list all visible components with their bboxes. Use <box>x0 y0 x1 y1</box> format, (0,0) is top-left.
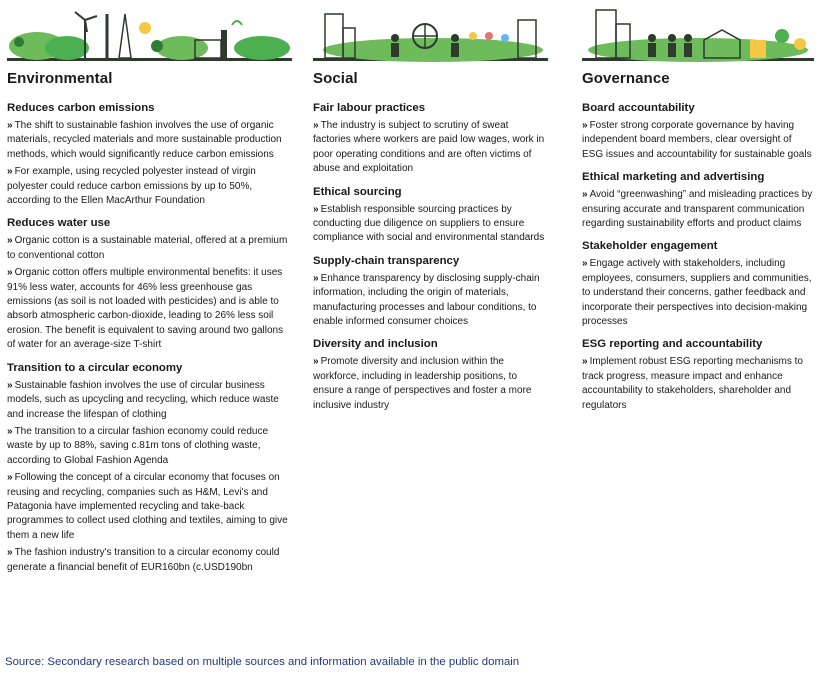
governance-illustration-icon <box>582 0 814 62</box>
bullet-text: Organic cotton is a sustainable material, offered at a premium to conventional cotton <box>7 235 288 261</box>
section-title: Diversity and inclusion <box>313 338 438 351</box>
source-note: Source: Secondary research based on multiple sources and information available in the public domain <box>5 656 520 668</box>
bullet-text: The industry is subject to scrutiny of sweat factories where workers are paid low wages, work in poor operating conditions and are often victims of abuse and exploitation <box>313 120 545 175</box>
bullet-item <box>7 266 292 352</box>
bullet-marker: » <box>582 120 588 131</box>
section-esg-reporting <box>582 338 814 413</box>
bullet-marker: » <box>7 166 13 178</box>
section-board-accountability <box>582 102 814 162</box>
section-title: Supply-chain transparency <box>313 254 460 267</box>
bullet-marker: » <box>7 267 13 279</box>
column-title: Social <box>313 70 358 87</box>
bullet-item <box>582 257 814 329</box>
section-ethical-marketing <box>582 171 814 231</box>
bullet-marker: » <box>7 120 13 131</box>
section-title: Board accountability <box>582 102 695 114</box>
section-title: Reduces carbon emissions <box>7 102 155 114</box>
bullet-text: Following the concept of a circular economy that focuses on reusing and recycling, companies such as H&M, Levi's and Patagonia have implemented recycling and take-back programmes to collect used clothing and textiles, aiming to give them a new life <box>7 472 288 541</box>
bullet-item <box>313 355 548 413</box>
bullet-text: Establish responsible sourcing practices by conducting due diligence on suppliers to ensure compliance with social and environmental standards <box>313 203 545 244</box>
section-fair-labour-practices <box>313 102 548 177</box>
section-title: ESG reporting and accountability <box>582 338 763 351</box>
environment-illustration-icon <box>7 0 292 62</box>
bullet-text: The transition to a circular fashion economy could reduce waste by up to 88%, saving c.81m tons of clothing waste, according to Global Fashion Agenda <box>7 425 269 466</box>
bullet-item <box>313 119 548 177</box>
section-reduces-water-use <box>7 217 292 352</box>
section-title: Fair labour practices <box>313 102 426 114</box>
section-stakeholder-engagement <box>582 240 814 329</box>
bullet-item <box>7 379 292 422</box>
bullet-item <box>582 188 814 231</box>
bullet-text: Sustainable fashion involves the use of circular business models, such as upcycling and recycling, which reduce waste and increase the lifespan of clothing <box>7 379 279 420</box>
social-illustration-icon <box>313 0 548 62</box>
bullet-item <box>7 234 292 263</box>
bullet-text: For example, using recycled polyester instead of virgin polyester could reduce carbon emissions by up to 50%, according to the Ellen MacArthur Foundation <box>7 166 256 207</box>
bullet-item <box>7 471 292 543</box>
bullet-text: Avoid “greenwashing” and misleading practices by ensuring accurate and transparent communication regarding sustainability efforts and product claims <box>582 189 813 230</box>
bullet-marker: » <box>7 235 13 247</box>
bullet-text: Implement robust ESG reporting mechanisms to track progress, measure impact and enhance accountability to stakeholders, shareholder and regulators <box>582 356 803 411</box>
bullet-marker: » <box>313 356 319 368</box>
bullet-item <box>313 203 548 246</box>
bullet-text: Enhance transparency by disclosing supply-chain information, including the origin of materials, manufacturing processes and labour conditions, to enable informed consumer choices <box>313 272 540 328</box>
bullet-item <box>313 272 548 330</box>
section-transition-circular-economy <box>7 362 292 575</box>
section-reduces-carbon-emissions <box>7 102 292 208</box>
bullet-item <box>582 119 814 162</box>
bullet-marker: » <box>582 189 588 201</box>
environmental-column <box>7 0 292 584</box>
bullet-item <box>582 355 814 413</box>
bullet-text: The shift to sustainable fashion involves the use of organic materials, recycled materials and more sustainable production methods, which would significantly reduce carbon emissions <box>7 120 282 160</box>
section-ethical-sourcing <box>313 186 548 246</box>
governance-column <box>582 0 814 422</box>
bullet-marker: » <box>7 379 13 391</box>
bullet-marker: » <box>582 258 588 270</box>
bullet-marker: » <box>7 472 13 484</box>
bullet-text: Foster strong corporate governance by having independent board members, clear oversight of ESG issues and accountability for sustainable goals <box>582 120 812 160</box>
bullet-item <box>7 546 292 575</box>
bullet-marker: » <box>7 547 13 559</box>
bullet-marker: » <box>582 356 588 368</box>
bullet-text: Engage actively with stakeholders, including employees, consumers, suppliers and communities, to understand their concerns, gather feedback and incorporate their perspectives into decision-making processes <box>582 258 812 328</box>
bullet-text: The fashion industry's transition to a circular economy could generate a financial benefit of EUR160bn (c.USD190bn <box>7 547 280 573</box>
bullet-text: Promote diversity and inclusion within the workforce, including in leadership positions, to ensure a range of perspectives and foster a more inclusive industry <box>313 356 532 411</box>
bullet-item <box>7 165 292 208</box>
section-supply-chain-transparency <box>313 255 548 330</box>
bullet-marker: » <box>7 425 13 437</box>
bullet-marker: » <box>313 120 319 131</box>
bullet-marker: » <box>313 203 319 215</box>
section-title: Transition to a circular economy <box>7 361 183 374</box>
bullet-marker: » <box>313 272 319 284</box>
section-title: Ethical sourcing <box>313 185 402 198</box>
bullet-text: Organic cotton offers multiple environmental benefits: it uses 91% less water, accounts for 46% less greenhouse gas emissions (as soil is not loaded with pesticides) and is able to absorb atmospheric carbon-dioxide, leading to 26% less soil erosion. The benefit is equivalent to saving around two gallons of water for an average-size T-shirt <box>7 267 284 351</box>
bullet-item <box>7 119 292 162</box>
section-title: Stakeholder engagement <box>582 240 718 253</box>
section-diversity-and-inclusion <box>313 338 548 413</box>
column-title: Governance <box>582 70 670 87</box>
column-title: Environmental <box>7 70 113 87</box>
social-column <box>313 0 548 422</box>
bullet-item <box>7 425 292 468</box>
section-title: Ethical marketing and advertising <box>582 171 765 184</box>
section-title: Reduces water use <box>7 217 111 230</box>
